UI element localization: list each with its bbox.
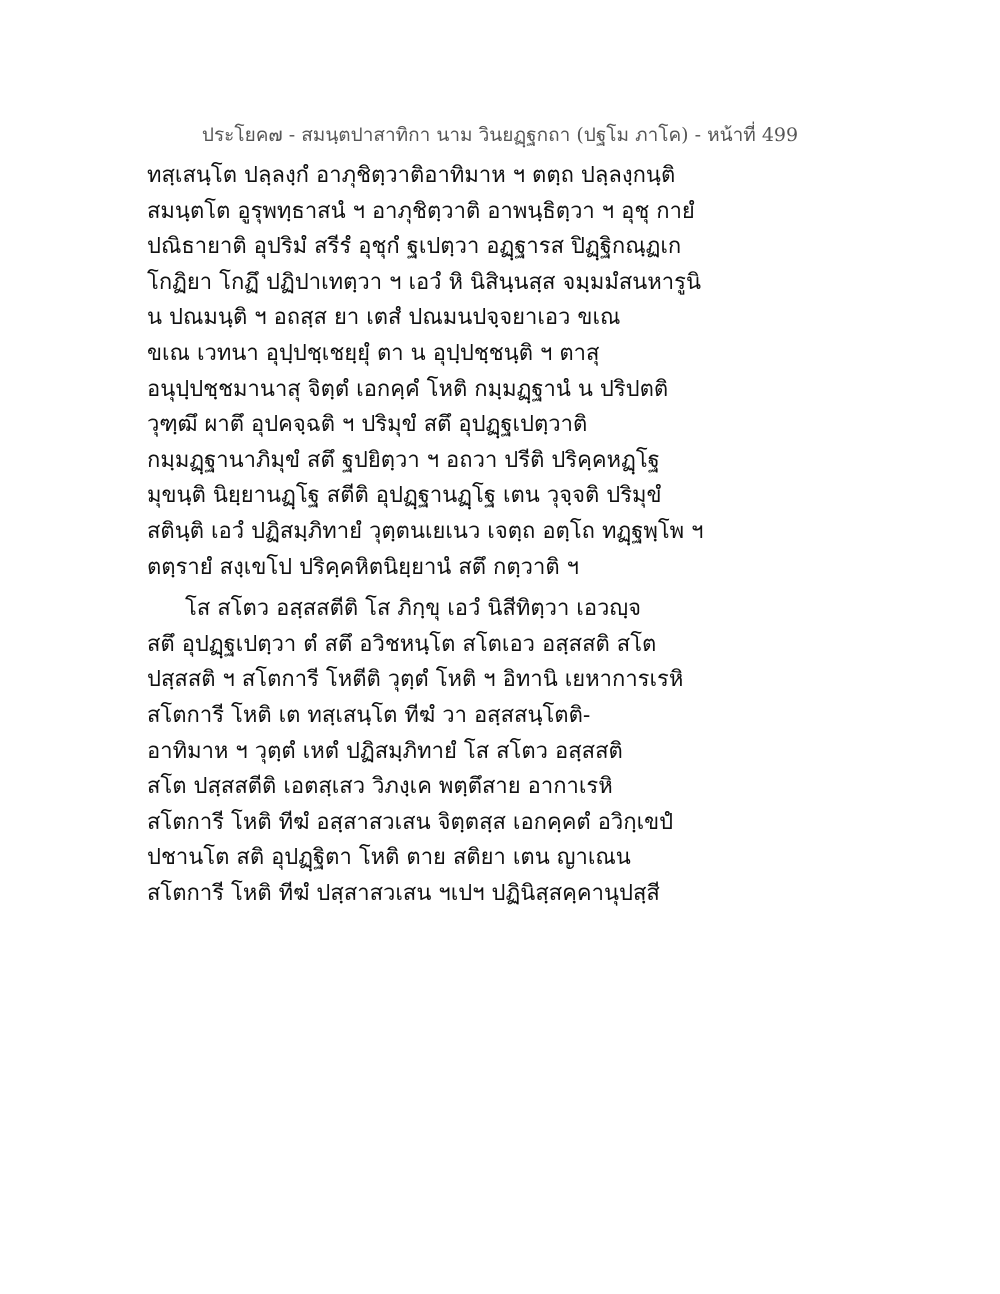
text-line: ตตฺรายํ สงฺเขโป ปริคฺคหิตนิยฺยานํ สตึ กตฺวาติ ฯ [147, 554, 579, 580]
text-line: ปสฺสสติ ฯ สโตการี โหตีติ วุตฺตํ โหติ ฯ อิทานิ เยหาการเรหิ [147, 667, 684, 693]
text-line: โกฏิยา โกฏึ ปฏิปาเทตฺวา ฯ เอวํ หิ นิสินฺนสฺส จมฺมมํสนหารูนิ [147, 269, 701, 295]
running-header [0, 122, 1000, 148]
text-line: กมฺมฏฺฐานาภิมุขํ สตึ ฐปยิตฺวา ฯ อถวา ปรีติ ปริคฺคหฏฺโฐ [147, 447, 660, 473]
text-line: สตินฺติ เอวํ ปฏิสมฺภิทายํ วุตฺตนเยเนว เจตฺถ อตฺโถ ทฏฺฐพฺโพ ฯ [147, 518, 704, 544]
text-line: สตึ อุปฏฺฐเปตฺวา ตํ สตึ อวิชหนฺโต สโตเอว อสฺสสติ สโต [147, 631, 657, 657]
body-text [147, 158, 847, 911]
text-line: สโต ปสฺสสตีติ เอตสฺเสว วิภงฺเค พตฺตึสาย อากาเรหิ [147, 774, 613, 800]
text-line: ขเณ เวทนา อุปฺปชฺเชยฺยุํ ตา น อุปฺปชฺชนฺติ ฯ ตาสุ [147, 340, 600, 366]
text-line: สโตการี โหติ ทีฆํ อสฺสาสวเสน จิตฺตสฺส เอกคฺคตํ อวิกฺเขปํ [147, 809, 674, 835]
text-line: น ปณมนฺติ ฯ อถสฺส ยา เตสํ ปณมนปจฺจยาเอว ขเณ [147, 305, 621, 331]
text-line: สมนฺตโต อูรุพทฺธาสนํ ฯ อาภุชิตฺวาติ อาพนฺธิตฺวา ฯ อุชุ กายํ [147, 198, 695, 224]
text-line-first-indented: โส สโตว อสฺสสตีติ โส ภิกฺขุ เอวํ นิสีทิตฺวา เอวญฺจ [185, 596, 642, 622]
text-line: ปณิธายาติ อุปริมํ สรีรํ อุชุกํ ฐเปตฺวา อฏฺฐารส ปิฏฺฐิกณฺฏเก [147, 234, 682, 260]
text-line: อนุปฺปชฺชมานาสุ จิตฺตํ เอกคฺคํ โหติ กมฺมฏฺฐานํ น ปริปตติ [147, 376, 669, 402]
text-line: อาทิมาห ฯ วุตฺตํ เหตํ ปฏิสมฺภิทายํ โส สโตว อสฺสสติ [147, 738, 623, 764]
text-line: สโตการี โหติ ทีฆํ ปสฺสาสวเสน ฯเปฯ ปฏินิสฺสคฺคานุปสฺสี [147, 880, 660, 906]
text-line: ทสฺเสนฺโต ปลฺลงฺกํ อาภุชิตฺวาติอาทิมาห ฯ ตตฺถ ปลฺลงฺกนฺติ [147, 163, 676, 188]
text-line: วุฑฺฒึ ผาตึ อุปคจฺฉติ ฯ ปริมุขํ สตึ อุปฏฺฐเปตฺวาติ [147, 412, 588, 438]
paragraph-2 [147, 591, 847, 911]
text-line: มุขนฺติ นิยฺยานฏฺโฐ สตีติ อุปฏฺฐานฏฺโฐ เตน วุจฺจติ ปริมุขํ [147, 483, 662, 509]
running-header-text: ประโยค๗ - สมนฺตปาสาทิกา นาม วินยฏฺฐกถา (ปฐโม ภาโค) - หน้าที่ 499 [201, 124, 799, 146]
text-line: สโตการี โหติ เต ทสฺเสนฺโต ทีฆํ วา อสฺสสนฺโตติ- [147, 702, 591, 728]
text-line: ปชานโต สติ อุปฏฺฐิตา โหติ ตาย สติยา เตน ญาเณน [147, 845, 631, 871]
paragraph-1 [147, 158, 847, 585]
